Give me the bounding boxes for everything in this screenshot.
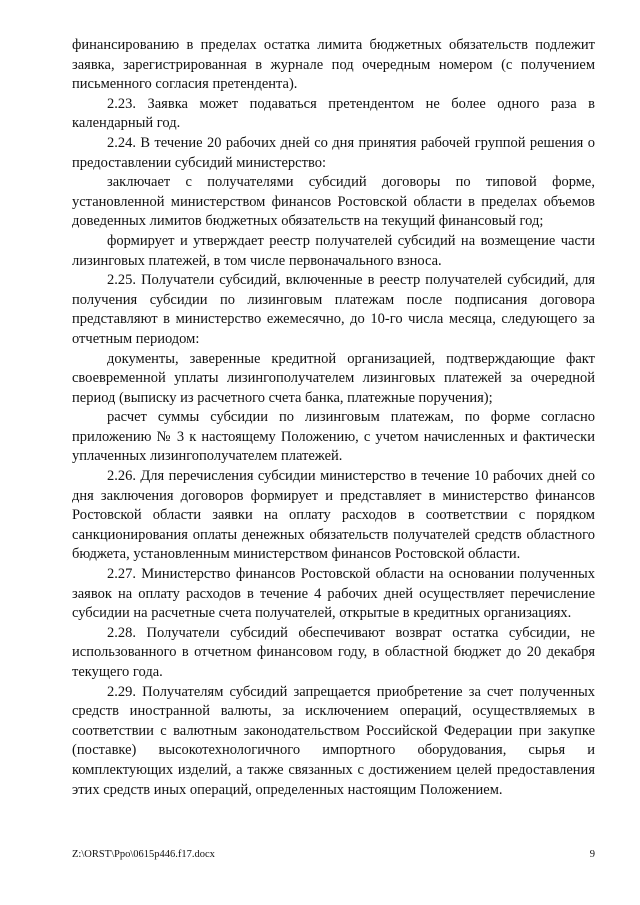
document-body xyxy=(72,36,595,800)
paragraph-2-29: 2.29. Получателям субсидий запрещается приобретение за счет полученных средств иностранной валюты, за исключением операций, осуществляемых в соответствии с валютным законодательством Российской Федерации при закупке (поставке) высокотехнологичного импортного оборудования, сырья и комплектующих изделий, а также связанных с достижением целей предоставления этих средств иных операций, определенных настоящим Положением. xyxy=(72,683,595,798)
paragraph-2-25: 2.25. Получатели субсидий, включенные в реестр получателей субсидий, для получения субсидии по лизинговым платежам после подписания договора представляют в министерство ежемесячно, до 10-го числа месяца, следующего за отчетным периодом: xyxy=(72,272,595,347)
paragraph-2-26: 2.26. Для перечисления субсидии министерство в течение 10 рабочих дней со дня заключения договоров формирует и представляет в министерство финансов Ростовской области заявки на оплату расходов в соответствии с порядком санкционирования оплаты денежных обязательств получателей средств областного бюджета, установленным министерством финансов Ростовской области. xyxy=(72,468,595,563)
paragraph-2-24-item-registry: формирует и утверждает реестр получателей субсидий на возмещение части лизинговых платежей, в том числе первоначального взноса. xyxy=(72,232,595,269)
paragraph-2-24-item-contracts: заключает с получателями субсидий договоры по типовой форме, установленной министерством финансов Ростовской области в пределах объемов доведенных лимитов бюджетных обязательств на текущий финансовый год; xyxy=(72,174,595,230)
footer-file-path: Z:\ORST\Ppo\0615p446.f17.docx xyxy=(72,849,215,860)
paragraph-2-25-item-calculation: расчет суммы субсидии по лизинговым платежам, по форме согласно приложению № 3 к настоящему Положению, с учетом начисленных и фактически уплаченных лизингополучателем платежей. xyxy=(72,409,595,465)
footer-page-number: 9 xyxy=(589,849,595,860)
paragraph-2-23: 2.23. Заявка может подаваться претендентом не более одного раза в календарный год. xyxy=(72,95,595,132)
paragraph-continuation: финансированию в пределах остатка лимита бюджетных обязательств подлежит заявка, зарегистрированная в журнале под очередным номером (с получением письменного согласия претендента). xyxy=(72,37,595,93)
page-footer xyxy=(72,849,595,860)
paragraph-2-24: 2.24. В течение 20 рабочих дней со дня принятия рабочей группой решения о предоставлении субсидий министерство: xyxy=(72,134,595,171)
paragraph-2-28: 2.28. Получатели субсидий обеспечивают возврат остатка субсидии, не использованного в отчетном финансовом году, в областной бюджет до 20 декабря текущего года. xyxy=(72,624,595,680)
paragraph-2-25-item-documents: документы, заверенные кредитной организацией, подтверждающие факт своевременной уплаты лизингополучателем лизинговых платежей за очередной период (выписку из расчетного счета банка, платежные поручения); xyxy=(72,350,595,406)
paragraph-2-27: 2.27. Министерство финансов Ростовской области на основании полученных заявок на оплату расходов в течение 4 рабочих дней осуществляет перечисление субсидии на расчетные счета получателей, открытые в кредитных организациях. xyxy=(72,566,595,622)
